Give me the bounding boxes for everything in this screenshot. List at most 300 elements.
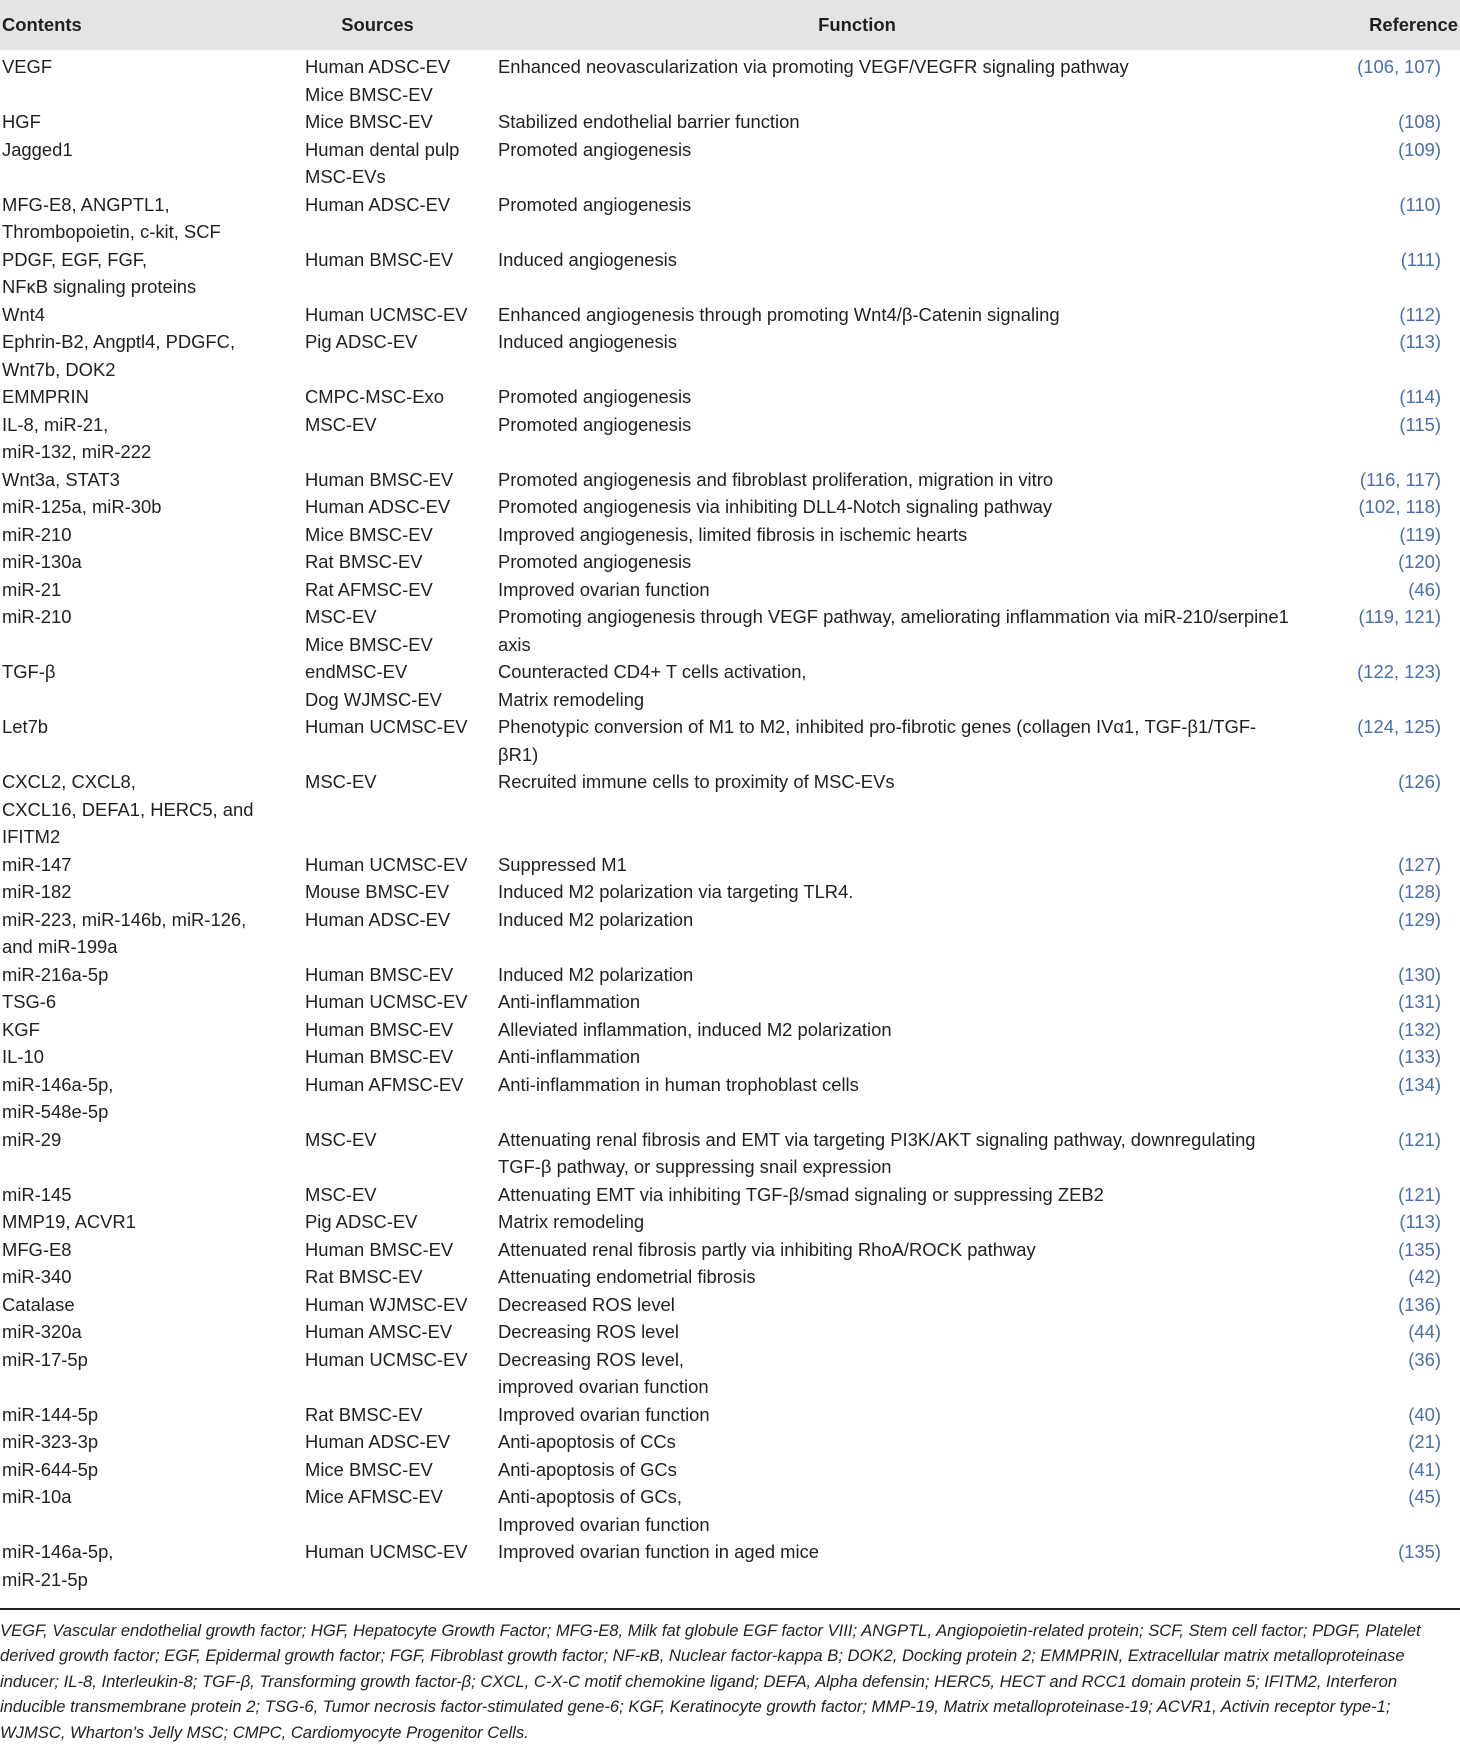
cell-sources-line: Rat AFMSC-EV bbox=[305, 578, 433, 600]
cell-sources-line: MSC-EV bbox=[305, 771, 377, 792]
cell-contents bbox=[0, 548, 305, 576]
cell-function-line: Decreasing ROS level, bbox=[498, 1348, 685, 1370]
cell-contents bbox=[0, 1071, 305, 1126]
cell-contents-line: MFG-E8 bbox=[2, 1238, 72, 1260]
cell-contents-line: Wnt7b, DOK2 bbox=[2, 358, 116, 380]
cell-sources-line: Human ADSC-EV bbox=[305, 908, 451, 930]
table-row bbox=[0, 1346, 1460, 1401]
cell-reference[interactable]: (133) bbox=[1398, 1046, 1441, 1067]
cell-sources-line: Human ADSC-EV bbox=[305, 1431, 451, 1452]
cell-sources-line: Human BMSC-EV bbox=[305, 1018, 454, 1040]
cell-function-line: axis bbox=[498, 633, 531, 655]
cell-contents-line: miR-320a bbox=[2, 1321, 82, 1342]
cell-sources-line: endMSC-EV bbox=[305, 661, 408, 682]
cell-sources bbox=[305, 548, 498, 576]
table-body bbox=[0, 50, 1460, 1593]
cell-contents-line: miR-146a-5p, bbox=[2, 1073, 114, 1095]
cell-sources bbox=[305, 1263, 498, 1291]
cell-contents-line: miR-340 bbox=[2, 1266, 72, 1287]
cell-contents-line: miR-548e-5p bbox=[2, 1101, 109, 1122]
cell-contents bbox=[0, 136, 305, 191]
cell-function-line: βR1) bbox=[498, 743, 539, 765]
cell-function bbox=[498, 493, 1320, 521]
cell-sources-line: Human UCMSC-EV bbox=[305, 1541, 468, 1562]
cell-reference[interactable]: (132) bbox=[1398, 1018, 1441, 1040]
cell-function-line: Promoted angiogenesis bbox=[498, 138, 692, 160]
cell-sources bbox=[305, 1401, 498, 1429]
cell-sources-line: Human BMSC-EV bbox=[305, 468, 454, 490]
cell-function-line: Induced M2 polarization via targeting TLR4. bbox=[498, 881, 854, 902]
cell-contents-line: Thrombopoietin, c-kit, SCF bbox=[2, 221, 221, 242]
cell-function-line: Attenuating EMT via inhibiting TGF-β/smad signaling or suppressing ZEB2 bbox=[498, 1183, 1104, 1205]
cell-function-line: Induced M2 polarization bbox=[498, 963, 694, 985]
table-row bbox=[0, 1236, 1460, 1264]
table-row bbox=[0, 548, 1460, 576]
cell-sources-line: Mice BMSC-EV bbox=[305, 523, 433, 545]
cell-contents-line: NFκB signaling proteins bbox=[2, 276, 197, 297]
cell-reference[interactable]: (121) bbox=[1398, 1183, 1441, 1205]
cell-contents bbox=[0, 1263, 305, 1291]
cell-reference[interactable]: (46) bbox=[1408, 578, 1441, 600]
cell-contents-line: VEGF bbox=[2, 56, 53, 77]
cell-sources bbox=[305, 1428, 498, 1456]
cell-contents bbox=[0, 603, 305, 658]
table-row bbox=[0, 301, 1460, 329]
cell-reference[interactable]: (36) bbox=[1408, 1348, 1441, 1370]
cell-sources-line: Human dental pulp bbox=[305, 138, 460, 160]
cell-reference[interactable]: (121) bbox=[1398, 1128, 1441, 1150]
cell-function-line: Matrix remodeling bbox=[498, 688, 645, 710]
cell-contents-line: Let7b bbox=[2, 716, 49, 737]
cell-contents bbox=[0, 521, 305, 549]
cell-function-line: Improved ovarian function bbox=[498, 1513, 710, 1535]
cell-reference[interactable]: (108) bbox=[1398, 111, 1441, 132]
cell-sources-line: Mice BMSC-EV bbox=[305, 633, 433, 655]
cell-reference[interactable]: (115) bbox=[1399, 413, 1441, 435]
cell-contents-line: miR-216a-5p bbox=[2, 963, 109, 985]
cell-sources bbox=[305, 1181, 498, 1209]
table-row bbox=[0, 1208, 1460, 1236]
cell-function bbox=[498, 1346, 1320, 1401]
cell-function bbox=[498, 1236, 1320, 1264]
cell-function-line: Suppressed M1 bbox=[498, 853, 627, 875]
cell-contents-line: CXCL16, DEFA1, HERC5, and bbox=[2, 798, 254, 820]
cell-contents bbox=[0, 191, 305, 246]
cell-sources bbox=[305, 191, 498, 246]
cell-sources bbox=[305, 988, 498, 1016]
cell-function bbox=[498, 851, 1320, 879]
cell-contents-line: CXCL2, CXCL8, bbox=[2, 771, 136, 792]
cell-function-line: Attenuating endometrial fibrosis bbox=[498, 1266, 756, 1287]
cell-contents-line: EMMPRIN bbox=[2, 386, 89, 407]
table-row bbox=[0, 851, 1460, 879]
cell-sources-line: Mice BMSC-EV bbox=[305, 1458, 433, 1480]
header-row bbox=[0, 0, 1460, 50]
cell-reference[interactable]: (134) bbox=[1398, 1073, 1441, 1095]
cell-function-line: Promoted angiogenesis and fibroblast proliferation, migration in vitro bbox=[498, 468, 1054, 490]
cell-sources bbox=[305, 1071, 498, 1126]
cell-reference[interactable]: (131) bbox=[1398, 991, 1441, 1012]
cell-sources bbox=[305, 1208, 498, 1236]
cell-sources bbox=[305, 301, 498, 329]
cell-contents bbox=[0, 961, 305, 989]
cell-function-line: Improved angiogenesis, limited fibrosis in ischemic hearts bbox=[498, 523, 968, 545]
cell-contents bbox=[0, 1016, 305, 1044]
cell-sources bbox=[305, 603, 498, 658]
cell-function bbox=[498, 108, 1320, 136]
cell-sources-line: Pig ADSC-EV bbox=[305, 331, 418, 352]
cell-function bbox=[498, 136, 1320, 191]
cell-contents bbox=[0, 576, 305, 604]
cell-function bbox=[498, 878, 1320, 906]
cell-function-line: Improved ovarian function in aged mice bbox=[498, 1541, 819, 1562]
cell-sources bbox=[305, 1016, 498, 1044]
header-contents: Contents bbox=[2, 14, 82, 36]
cell-function-line: Promoted angiogenesis bbox=[498, 386, 692, 407]
cell-contents bbox=[0, 411, 305, 466]
cell-sources bbox=[305, 1483, 498, 1538]
cell-reference[interactable]: (130) bbox=[1398, 963, 1441, 985]
header-sources: Sources bbox=[341, 14, 414, 36]
cell-reference[interactable]: (135) bbox=[1398, 1541, 1441, 1562]
cell-reference[interactable]: (136) bbox=[1398, 1293, 1441, 1315]
cell-function bbox=[498, 1318, 1320, 1346]
table-row bbox=[0, 768, 1460, 851]
cell-function bbox=[498, 1456, 1320, 1484]
cell-sources bbox=[305, 1043, 498, 1071]
cell-contents-line: miR-21-5p bbox=[2, 1568, 88, 1590]
cell-sources bbox=[305, 1538, 498, 1593]
cell-sources bbox=[305, 1126, 498, 1181]
cell-function-line: Anti-apoptosis of GCs, bbox=[498, 1486, 682, 1507]
table-row bbox=[0, 1456, 1460, 1484]
cell-contents bbox=[0, 493, 305, 521]
cell-contents bbox=[0, 1401, 305, 1429]
cell-sources-line: Rat BMSC-EV bbox=[305, 1403, 423, 1425]
cell-reference[interactable]: (110) bbox=[1399, 193, 1441, 215]
cell-sources-line: Human ADSC-EV bbox=[305, 193, 451, 215]
cell-reference[interactable]: (102, 118) bbox=[1358, 496, 1441, 517]
cell-contents bbox=[0, 1346, 305, 1401]
cell-sources bbox=[305, 1346, 498, 1401]
cell-contents bbox=[0, 1318, 305, 1346]
cell-function bbox=[498, 50, 1320, 108]
cell-contents-line: miR-145 bbox=[2, 1183, 72, 1205]
table-row bbox=[0, 191, 1460, 246]
table-row bbox=[0, 108, 1460, 136]
cell-sources bbox=[305, 576, 498, 604]
cell-contents bbox=[0, 1428, 305, 1456]
cell-contents bbox=[0, 851, 305, 879]
table-row bbox=[0, 493, 1460, 521]
cell-function-line: Attenuated renal fibrosis partly via inhibiting RhoA/ROCK pathway bbox=[498, 1238, 1036, 1260]
table-row bbox=[0, 466, 1460, 494]
cell-contents bbox=[0, 1291, 305, 1319]
table-row bbox=[0, 1291, 1460, 1319]
cell-contents-line: miR-17-5p bbox=[2, 1348, 88, 1370]
table-row bbox=[0, 1263, 1460, 1291]
cell-contents bbox=[0, 1208, 305, 1236]
cell-function-line: Induced angiogenesis bbox=[498, 331, 677, 352]
header-function: Function bbox=[818, 14, 896, 36]
cell-reference[interactable]: (128) bbox=[1398, 881, 1441, 902]
cell-function bbox=[498, 961, 1320, 989]
cell-contents-line: miR-125a, miR-30b bbox=[2, 496, 162, 517]
cell-reference[interactable]: (119) bbox=[1399, 523, 1441, 545]
cell-sources-line: Mouse BMSC-EV bbox=[305, 881, 450, 902]
cell-contents-line: and miR-199a bbox=[2, 936, 118, 957]
cell-contents-line: miR-130a bbox=[2, 551, 82, 572]
cell-function bbox=[498, 713, 1320, 768]
cell-function bbox=[498, 1263, 1320, 1291]
cell-contents bbox=[0, 878, 305, 906]
cell-function bbox=[498, 906, 1320, 961]
cell-reference[interactable]: (113) bbox=[1399, 331, 1441, 352]
cell-contents-line: IL-10 bbox=[2, 1046, 44, 1067]
cell-reference[interactable]: (106, 107) bbox=[1357, 56, 1441, 77]
cell-contents bbox=[0, 1538, 305, 1593]
table-bottom-rule bbox=[0, 1608, 1460, 1610]
cell-sources bbox=[305, 906, 498, 961]
cell-sources bbox=[305, 713, 498, 768]
table-row bbox=[0, 1401, 1460, 1429]
cell-function-line: Promoted angiogenesis bbox=[498, 551, 692, 572]
cell-contents bbox=[0, 108, 305, 136]
cell-contents bbox=[0, 50, 305, 108]
cell-function bbox=[498, 411, 1320, 466]
cell-reference[interactable]: (122, 123) bbox=[1357, 661, 1441, 682]
cell-contents bbox=[0, 1483, 305, 1538]
cell-contents-line: TSG-6 bbox=[2, 991, 57, 1012]
cell-contents-line: miR-144-5p bbox=[2, 1403, 99, 1425]
cell-contents-line: Wnt3a, STAT3 bbox=[2, 468, 120, 490]
table-row bbox=[0, 961, 1460, 989]
cell-function bbox=[498, 1401, 1320, 1429]
cell-function bbox=[498, 191, 1320, 246]
cell-function-line: Improved ovarian function bbox=[498, 1403, 710, 1425]
cell-reference[interactable]: (40) bbox=[1408, 1403, 1441, 1425]
cell-reference[interactable]: (111) bbox=[1400, 248, 1441, 270]
cell-reference[interactable]: (45) bbox=[1408, 1486, 1441, 1507]
cell-contents-line: Catalase bbox=[2, 1293, 75, 1315]
table-row bbox=[0, 603, 1460, 658]
cell-sources-line: Mice AFMSC-EV bbox=[305, 1486, 443, 1507]
cell-function bbox=[498, 576, 1320, 604]
cell-reference[interactable]: (114) bbox=[1399, 386, 1441, 407]
cell-contents bbox=[0, 906, 305, 961]
cell-sources-line: Human BMSC-EV bbox=[305, 248, 454, 270]
cell-function-line: Promoted angiogenesis via inhibiting DLL4-Notch signaling pathway bbox=[498, 496, 1053, 517]
cell-sources-line: Mice BMSC-EV bbox=[305, 83, 433, 105]
cell-contents bbox=[0, 1456, 305, 1484]
cell-contents bbox=[0, 988, 305, 1016]
cell-sources-line: MSC-EV bbox=[305, 1128, 377, 1150]
cell-reference[interactable]: (126) bbox=[1398, 771, 1441, 792]
cell-function bbox=[498, 246, 1320, 301]
cell-contents bbox=[0, 1126, 305, 1181]
cell-contents bbox=[0, 658, 305, 713]
cell-function-line: Phenotypic conversion of M1 to M2, inhibited pro-fibrotic genes (collagen IVα1, TGF-β1/TGF- bbox=[498, 716, 1257, 737]
cell-sources-line: Human WJMSC-EV bbox=[305, 1293, 468, 1315]
cell-function-line: Enhanced neovascularization via promoting VEGF/VEGFR signaling pathway bbox=[498, 56, 1129, 77]
cell-contents bbox=[0, 713, 305, 768]
cell-contents bbox=[0, 383, 305, 411]
cell-sources-line: MSC-EV bbox=[305, 413, 377, 435]
cell-sources bbox=[305, 658, 498, 713]
cell-reference[interactable]: (42) bbox=[1408, 1266, 1441, 1287]
cell-function bbox=[498, 603, 1320, 658]
cell-function-line: Alleviated inflammation, induced M2 polarization bbox=[498, 1018, 892, 1040]
cell-reference[interactable]: (120) bbox=[1398, 551, 1441, 572]
table-row bbox=[0, 328, 1460, 383]
cell-contents bbox=[0, 768, 305, 851]
cell-reference[interactable]: (109) bbox=[1398, 138, 1441, 160]
cell-function bbox=[498, 521, 1320, 549]
cell-function bbox=[498, 1181, 1320, 1209]
table-row bbox=[0, 1181, 1460, 1209]
cell-contents-line: miR-146a-5p, bbox=[2, 1541, 114, 1562]
cell-sources bbox=[305, 851, 498, 879]
cell-contents-line: miR-147 bbox=[2, 853, 72, 875]
cell-sources bbox=[305, 961, 498, 989]
cell-sources bbox=[305, 328, 498, 383]
cell-sources bbox=[305, 1318, 498, 1346]
table-row bbox=[0, 411, 1460, 466]
cell-contents-line: MMP19, ACVR1 bbox=[2, 1211, 136, 1232]
cell-function bbox=[498, 548, 1320, 576]
table-row bbox=[0, 906, 1460, 961]
cell-function-line: Enhanced angiogenesis through promoting Wnt4/β-Catenin signaling bbox=[498, 303, 1060, 325]
cell-function bbox=[498, 1291, 1320, 1319]
cell-sources-line: Human ADSC-EV bbox=[305, 56, 451, 77]
cell-sources bbox=[305, 878, 498, 906]
cell-sources-line: MSC-EVs bbox=[305, 166, 386, 187]
cell-contents-line: miR-323-3p bbox=[2, 1431, 99, 1452]
cell-function bbox=[498, 1208, 1320, 1236]
cell-function bbox=[498, 1428, 1320, 1456]
table-header bbox=[0, 0, 1460, 50]
cell-function-line: Promoted angiogenesis bbox=[498, 193, 692, 215]
cell-sources-line: Rat BMSC-EV bbox=[305, 551, 423, 572]
table-row bbox=[0, 1043, 1460, 1071]
cell-function-line: Decreasing ROS level bbox=[498, 1321, 679, 1342]
cell-reference[interactable]: (44) bbox=[1408, 1321, 1441, 1342]
cell-sources bbox=[305, 493, 498, 521]
cell-contents-line: miR-10a bbox=[2, 1486, 72, 1507]
table-row bbox=[0, 1318, 1460, 1346]
cell-function-line: Promoting angiogenesis through VEGF pathway, ameliorating inflammation via miR-210/serpine1 bbox=[498, 606, 1289, 627]
cell-sources-line: CMPC-MSC-Exo bbox=[305, 386, 444, 407]
cell-function-line: Attenuating renal fibrosis and EMT via targeting PI3K/AKT signaling pathway, downregulating bbox=[498, 1128, 1256, 1150]
cell-sources bbox=[305, 1236, 498, 1264]
cell-function-line: Counteracted CD4+ T cells activation, bbox=[498, 661, 807, 682]
cell-reference[interactable]: (41) bbox=[1408, 1458, 1441, 1480]
cell-sources bbox=[305, 383, 498, 411]
cell-sources-line: MSC-EV bbox=[305, 606, 377, 627]
cell-sources bbox=[305, 246, 498, 301]
cell-function-line: Recruited immune cells to proximity of MSC-EVs bbox=[498, 771, 895, 792]
cell-function bbox=[498, 1483, 1320, 1538]
cell-function bbox=[498, 383, 1320, 411]
cell-function bbox=[498, 658, 1320, 713]
cell-function-line: Promoted angiogenesis bbox=[498, 413, 692, 435]
cell-function bbox=[498, 1016, 1320, 1044]
cell-contents-line: MFG-E8, ANGPTL1, bbox=[2, 193, 170, 215]
cell-contents-line: miR-21 bbox=[2, 578, 62, 600]
cell-function bbox=[498, 768, 1320, 851]
cell-function-line: Induced angiogenesis bbox=[498, 248, 677, 270]
table-row bbox=[0, 576, 1460, 604]
table-row bbox=[0, 1428, 1460, 1456]
cell-function-line: Improved ovarian function bbox=[498, 578, 710, 600]
cell-function-line: Anti-apoptosis of CCs bbox=[498, 1431, 676, 1452]
cell-sources-line: Rat BMSC-EV bbox=[305, 1266, 423, 1287]
cell-contents-line: IFITM2 bbox=[2, 826, 61, 847]
cell-sources-line: Human UCMSC-EV bbox=[305, 716, 468, 737]
cell-sources-line: Human AMSC-EV bbox=[305, 1321, 453, 1342]
cell-sources bbox=[305, 411, 498, 466]
cell-contents-line: IL-8, miR-21, bbox=[2, 413, 109, 435]
cell-sources bbox=[305, 521, 498, 549]
cell-sources-line: Human UCMSC-EV bbox=[305, 303, 468, 325]
cell-function bbox=[498, 1043, 1320, 1071]
cell-sources-line: Pig ADSC-EV bbox=[305, 1211, 418, 1232]
cell-contents bbox=[0, 301, 305, 329]
cell-function-line: improved ovarian function bbox=[498, 1376, 709, 1397]
cell-reference[interactable]: (127) bbox=[1398, 853, 1441, 875]
cell-function bbox=[498, 466, 1320, 494]
cell-sources bbox=[305, 1456, 498, 1484]
cell-contents bbox=[0, 328, 305, 383]
table-row bbox=[0, 1016, 1460, 1044]
cell-function bbox=[498, 1126, 1320, 1181]
cell-reference[interactable]: (116, 117) bbox=[1359, 468, 1441, 490]
cell-function-line: Anti-inflammation bbox=[498, 991, 641, 1012]
cell-contents-line: miR-182 bbox=[2, 881, 72, 902]
cell-contents-line: miR-644-5p bbox=[2, 1458, 99, 1480]
cell-sources bbox=[305, 136, 498, 191]
cell-contents bbox=[0, 246, 305, 301]
table-row bbox=[0, 246, 1460, 301]
cell-reference[interactable]: (113) bbox=[1399, 1211, 1441, 1232]
cell-contents-line: KGF bbox=[2, 1018, 40, 1040]
cell-sources bbox=[305, 108, 498, 136]
cell-sources-line: Human BMSC-EV bbox=[305, 1046, 454, 1067]
table-row bbox=[0, 988, 1460, 1016]
table-row bbox=[0, 713, 1460, 768]
cell-reference[interactable]: (135) bbox=[1398, 1238, 1441, 1260]
cell-contents-line: HGF bbox=[2, 111, 41, 132]
cell-reference[interactable]: (129) bbox=[1398, 908, 1441, 930]
cell-reference[interactable]: (21) bbox=[1408, 1431, 1441, 1452]
cell-reference[interactable]: (124, 125) bbox=[1357, 716, 1441, 737]
cell-contents-line: Ephrin-B2, Angptl4, PDGFC, bbox=[2, 331, 236, 352]
cell-reference[interactable]: (119, 121) bbox=[1358, 606, 1441, 627]
cell-function bbox=[498, 1538, 1320, 1593]
cell-sources bbox=[305, 1291, 498, 1319]
cell-contents-line: TGF-β bbox=[2, 661, 56, 682]
cell-reference[interactable]: (112) bbox=[1399, 303, 1441, 325]
table-row bbox=[0, 1071, 1460, 1126]
cell-function bbox=[498, 1071, 1320, 1126]
header-reference: Reference bbox=[1369, 14, 1458, 36]
cell-function-line: Matrix remodeling bbox=[498, 1211, 645, 1232]
table-row bbox=[0, 521, 1460, 549]
cell-function-line: Decreased ROS level bbox=[498, 1293, 675, 1315]
cell-contents bbox=[0, 1236, 305, 1264]
cell-contents-line: Jagged1 bbox=[2, 138, 73, 160]
table-row bbox=[0, 1126, 1460, 1181]
